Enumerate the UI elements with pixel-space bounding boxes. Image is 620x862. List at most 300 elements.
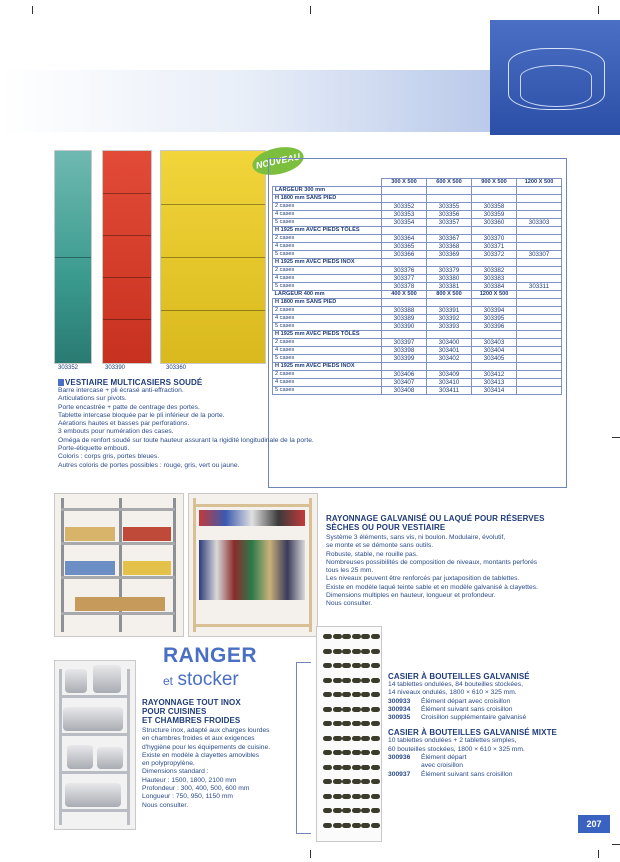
table-cell: [427, 195, 472, 203]
casier-mixte-title: CASIER À BOUTEILLES GALVANISÉ MIXTE: [388, 728, 557, 738]
bottle-rack-image: [316, 626, 382, 842]
reference-code: 300933: [388, 697, 411, 705]
bottle-icon: [371, 794, 380, 799]
bottle-icon: [361, 707, 370, 712]
bottle-icon: [361, 823, 370, 828]
reference-code: 300934: [388, 705, 411, 713]
table-cell: [517, 275, 562, 283]
table-header-row: [273, 179, 562, 187]
crop-mark: [310, 850, 311, 858]
bottle-icon: [333, 649, 342, 654]
table-row: [273, 323, 562, 331]
bottle-icon: [371, 823, 380, 828]
image-ref-3: 303360: [166, 365, 187, 371]
image-ref-2: 303390: [105, 365, 126, 371]
table-cell: 303368: [427, 243, 472, 251]
text-line: Dimensions standard :: [142, 768, 209, 776]
bottle-icon: [333, 634, 342, 639]
table-cell: [382, 299, 427, 307]
text-line: Aérations hautes et basses par perforations.: [58, 420, 190, 428]
table-row: [273, 267, 562, 275]
table-cell: 303380: [427, 275, 472, 283]
table-cell: [427, 331, 472, 339]
inox-title-line-3: ET CHAMBRES FROIDES: [142, 716, 241, 725]
table-row-label: 2 cases: [273, 235, 382, 243]
bottle-icon: [361, 765, 370, 770]
bottle-icon: [333, 692, 342, 697]
bottle-icon: [371, 649, 380, 654]
rack-shelf: [323, 633, 379, 641]
table-cell: 303391: [427, 307, 472, 315]
table-cell: 303401: [427, 347, 472, 355]
table-row-label: 4 cases: [273, 347, 382, 355]
table-row-label: 5 cases: [273, 323, 382, 331]
bottle-icon: [323, 750, 332, 755]
table-row: [273, 363, 562, 371]
table-cell: 303411: [427, 387, 472, 395]
table-cell: [517, 211, 562, 219]
rack-shelf: [323, 706, 379, 714]
nouveau-badge: NOUVEAU: [250, 143, 306, 179]
rack-shelf: [323, 735, 379, 743]
text-line: Hauteur : 1500, 1800, 2100 mm: [142, 776, 237, 784]
table-cell: [517, 187, 562, 195]
table-cell: [517, 355, 562, 363]
bottle-icon: [371, 634, 380, 639]
table-cell: 303379: [427, 267, 472, 275]
casier-description: [388, 672, 578, 779]
bottle-icon: [361, 750, 370, 755]
bottle-icon: [323, 634, 332, 639]
rayonnage-text: [326, 534, 596, 609]
text-line: Barre intercase + pli écrasé anti-effraction.: [58, 387, 184, 394]
table-row: [273, 219, 562, 227]
table-cell: 303370: [472, 235, 517, 243]
table-cell: [517, 299, 562, 307]
bottle-icon: [371, 808, 380, 813]
text-line: se monte et se démonte sans outils.: [326, 542, 434, 550]
table-row: [273, 331, 562, 339]
reference-row: [388, 762, 578, 770]
bottle-icon: [342, 750, 351, 755]
text-line: 60 bouteilles stockées, 1800 × 610 × 325 mm.: [388, 745, 525, 753]
table-cell: [517, 267, 562, 275]
table-row-label: 4 cases: [273, 243, 382, 251]
table-cell: 303402: [427, 355, 472, 363]
casier-title: CASIER À BOUTEILLES GALVANISÉ: [388, 672, 530, 681]
bottle-icon: [361, 678, 370, 683]
text-line: Dimensions multiples en hauteur, longueur et profondeur.: [326, 592, 496, 600]
table-cell: [517, 259, 562, 267]
inox-description: [142, 698, 292, 810]
table-cell: [517, 203, 562, 211]
table-cell: 303392: [427, 315, 472, 323]
table-row: [273, 339, 562, 347]
table-cell: 303395: [472, 315, 517, 323]
text-line: Coloris : corps gris, portes bleues.: [58, 453, 160, 461]
bottle-icon: [323, 808, 332, 813]
bottle-icon: [352, 779, 361, 784]
table-cell: [517, 291, 562, 299]
table-cell: 303371: [472, 243, 517, 251]
bottle-icon: [342, 765, 351, 770]
rack-shelf: [323, 720, 379, 728]
rack-shelf: [323, 822, 379, 830]
bottle-icon: [323, 692, 332, 697]
table-cell: 303358: [472, 203, 517, 211]
table-cell: 303414: [472, 387, 517, 395]
text-line: 14 tablettes ondulées, 84 bouteilles stockées,: [388, 681, 523, 688]
casier-refs: [388, 698, 578, 723]
bottle-icon: [371, 736, 380, 741]
reference-description: Élément départ: [421, 754, 467, 762]
table-header-cell: 600 X 500: [427, 179, 472, 187]
bottle-icon: [361, 794, 370, 799]
table-row-label: LARGEUR 300 mm: [273, 187, 382, 195]
bottle-icon: [352, 649, 361, 654]
bottle-icon: [342, 823, 351, 828]
table-cell: 303303: [517, 219, 562, 227]
table-cell: 303364: [382, 235, 427, 243]
table-row-label: H 1925 mm AVEC PIEDS TÔLÉS: [273, 331, 382, 339]
table-cell: 303409: [427, 371, 472, 379]
bottle-icon: [342, 721, 351, 726]
table-row-label: 5 cases: [273, 219, 382, 227]
table-cell: [517, 307, 562, 315]
bottle-icon: [352, 663, 361, 668]
table-cell: [382, 259, 427, 267]
bottle-icon: [361, 649, 370, 654]
table-cell: [517, 195, 562, 203]
table-cell: 303365: [382, 243, 427, 251]
table-cell: 303356: [427, 211, 472, 219]
reference-code: 300937: [388, 770, 411, 778]
reference-code: 300936: [388, 754, 411, 762]
rayonnage-description: [326, 514, 596, 609]
bottle-icon: [323, 721, 332, 726]
rack-shelf: [323, 764, 379, 772]
table-cell: 303400: [427, 339, 472, 347]
table-cell: [382, 227, 427, 235]
inox-title-line-1: RAYONNAGE TOUT INOX: [142, 698, 241, 707]
casier-mixte-refs: [388, 754, 578, 779]
bottle-icon: [333, 663, 342, 668]
table-cell: 400 X 500: [382, 291, 427, 299]
text-line: Porte encastrée + patte de centrage des portes.: [58, 403, 200, 411]
text-line: Nombreuses possibilités de composition de niveaux, montants perforés: [326, 558, 538, 566]
bottle-icon: [352, 736, 361, 741]
table-row-label: 2 cases: [273, 203, 382, 211]
bottle-icon: [323, 794, 332, 799]
table-cell: 303398: [382, 347, 427, 355]
text-line: Profondeur : 300, 400, 500, 600 mm: [142, 785, 250, 793]
bottle-icon: [323, 663, 332, 668]
bottle-icon: [371, 678, 380, 683]
locker-reference-table: [272, 178, 562, 395]
table-cell: [517, 331, 562, 339]
bottle-icon: [323, 779, 332, 784]
rack-shelf: [323, 677, 379, 685]
table-cell: [517, 235, 562, 243]
inox-text: [142, 727, 292, 810]
table-cell: 303407: [382, 379, 427, 387]
bottle-icon: [333, 736, 342, 741]
reference-row: [388, 698, 578, 706]
bottle-icon: [342, 808, 351, 813]
bottle-icon: [342, 634, 351, 639]
rayonnage-title-line-2: SÈCHES OU POUR VESTIAIRE: [326, 523, 446, 532]
reference-description: Croisillon supplémentaire galvanisé: [421, 714, 527, 722]
table-cell: 303307: [517, 251, 562, 259]
bottle-icon: [352, 750, 361, 755]
bottle-icon: [333, 794, 342, 799]
bottle-icon: [333, 765, 342, 770]
table-cell: [517, 379, 562, 387]
bottle-icon: [333, 750, 342, 755]
bottle-icon: [371, 707, 380, 712]
table-cell: 303360: [472, 219, 517, 227]
table-cell: [427, 259, 472, 267]
text-line: Articulations sur pivots.: [58, 395, 127, 403]
table-cell: 1200 X 500: [472, 291, 517, 299]
stocker-line: et stocker: [163, 669, 239, 690]
bottle-icon: [371, 779, 380, 784]
table-row-label: 2 cases: [273, 307, 382, 315]
table-cell: [517, 387, 562, 395]
table-cell: [427, 227, 472, 235]
table-cell: [472, 259, 517, 267]
rayonnage-title-line-1: RAYONNAGE GALVANISÉ OU LAQUÉ POUR RÉSERVES: [326, 514, 545, 523]
text-line: 10 tablettes ondulées + 2 tablettes simples,: [388, 737, 517, 745]
bottle-icon: [342, 649, 351, 654]
text-line: en chambres froides et aux exigences: [142, 735, 255, 743]
bottle-icon: [361, 736, 370, 741]
inox-title-line-2: POUR CUISINES: [142, 707, 207, 716]
table-cell: 303354: [382, 219, 427, 227]
locker-image-red: [102, 150, 152, 364]
table-cell: [427, 363, 472, 371]
table-cell: [517, 227, 562, 235]
table-cell: 303388: [382, 307, 427, 315]
table-cell: 303367: [427, 235, 472, 243]
bottle-icon: [323, 649, 332, 654]
bottle-icon: [352, 634, 361, 639]
bottle-icon: [342, 779, 351, 784]
rack-shelf: [323, 648, 379, 656]
bottle-icon: [333, 678, 342, 683]
table-cell: 303359: [472, 211, 517, 219]
table-cell: [517, 339, 562, 347]
reference-row: [388, 754, 578, 762]
table-row: [273, 227, 562, 235]
table-row-label: 4 cases: [273, 211, 382, 219]
table-cell: [517, 315, 562, 323]
table-cell: 303383: [472, 275, 517, 283]
bottle-icon: [323, 707, 332, 712]
bottle-icon: [352, 707, 361, 712]
text-line: Système 3 éléments, sans vis, ni boulon. Modulaire, évolutif,: [326, 534, 506, 541]
table-row: [273, 259, 562, 267]
table-row-label: 5 cases: [273, 387, 382, 395]
table-row-label: H 1800 mm SANS PIED: [273, 299, 382, 307]
bottle-icon: [361, 692, 370, 697]
table-row: [273, 355, 562, 363]
table-row-label: 5 cases: [273, 251, 382, 259]
bottle-icon: [342, 663, 351, 668]
table-cell: 303396: [472, 323, 517, 331]
bottle-icon: [371, 750, 380, 755]
bottle-icon: [361, 779, 370, 784]
table-cell: [472, 331, 517, 339]
text-line: Nous consulter.: [142, 801, 189, 809]
table-cell: 303369: [427, 251, 472, 259]
rack-shelf: [323, 807, 379, 815]
table-cell: [427, 187, 472, 195]
table-row-label: H 1800 mm SANS PIED: [273, 195, 382, 203]
bottle-icon: [352, 823, 361, 828]
text-line: Existe en modèle à clayettes amovibles: [142, 751, 260, 759]
table-cell: 303413: [472, 379, 517, 387]
table-row: [273, 203, 562, 211]
table-cell: 303408: [382, 387, 427, 395]
text-line: tous les 25 mm.: [326, 567, 374, 575]
reference-row: [388, 771, 578, 779]
table-row: [273, 187, 562, 195]
bottle-icon: [352, 765, 361, 770]
table-cell: 303353: [382, 211, 427, 219]
table-row-label: 5 cases: [273, 355, 382, 363]
table-cell: 303384: [472, 283, 517, 291]
table-row: [273, 299, 562, 307]
text-line: Tablette intercase bloquée par le pli inférieur de la porte.: [58, 411, 225, 419]
shelving-image-wardrobe: [188, 493, 318, 637]
table-row: [273, 307, 562, 315]
text-line: Nous consulter.: [326, 600, 373, 608]
table-row-label: 2 cases: [273, 267, 382, 275]
bottle-icon: [323, 823, 332, 828]
locker-title: VESTIAIRE MULTICASIERS SOUDÉ: [58, 378, 358, 387]
reference-description: Élément suivant sans croisillon: [421, 770, 513, 778]
header-tile-basket-image: [490, 20, 620, 135]
table-row-label: LARGEUR 400 mm: [273, 291, 382, 299]
bottle-icon: [323, 736, 332, 741]
text-line: Porte-étiquette embouti.: [58, 445, 130, 453]
rack-shelf: [323, 778, 379, 786]
reference-row: [388, 706, 578, 714]
locker-image-yellow: [160, 150, 266, 364]
table-cell: 303403: [472, 339, 517, 347]
table-row: [273, 211, 562, 219]
table-cell: [472, 227, 517, 235]
locker-description: [58, 378, 358, 470]
table-cell: 303382: [472, 267, 517, 275]
table-cell: 303412: [472, 371, 517, 379]
text-line: Existe en modèle laqué teinte sable et en modèle galvanisé à clayettes.: [326, 583, 538, 591]
bottle-icon: [371, 721, 380, 726]
text-line: Oméga de renfort soudé sur toute hauteur assurant la rigidité longitudinale de la porte.: [58, 436, 314, 444]
table-header-cell: 900 X 500: [472, 179, 517, 187]
table-cell: [427, 299, 472, 307]
table-cell: 800 X 500: [427, 291, 472, 299]
casier-text: [388, 681, 578, 698]
bottle-icon: [342, 736, 351, 741]
text-line: en polypropylène.: [142, 760, 195, 768]
bottle-icon: [342, 678, 351, 683]
table-cell: [472, 195, 517, 203]
reference-description: Élément départ avec croisillon: [421, 697, 511, 705]
bottle-icon: [333, 707, 342, 712]
table-row-label: H 1925 mm AVEC PIEDS INOX: [273, 259, 382, 267]
reference-description: Élément suivant sans croisillon: [421, 705, 513, 713]
crop-mark: [612, 844, 620, 845]
crop-mark: [598, 850, 599, 858]
locker-text: [58, 387, 358, 470]
shelving-image-stock: [54, 493, 184, 637]
table-cell: 303355: [427, 203, 472, 211]
rack-shelf: [323, 691, 379, 699]
text-line: Les niveaux peuvent être renforcés par juxtaposition de tablettes.: [326, 575, 520, 583]
table-row-label: 2 cases: [273, 339, 382, 347]
bottle-icon: [371, 692, 380, 697]
bottle-icon: [333, 721, 342, 726]
rack-shelf: [323, 662, 379, 670]
table-cell: [382, 331, 427, 339]
table-row-label: H 1925 mm AVEC PIEDS INOX: [273, 363, 382, 371]
bottle-icon: [352, 808, 361, 813]
table-cell: 303406: [382, 371, 427, 379]
rack-shelf: [323, 749, 379, 757]
text-line: d'hygiène pour les équipements de cuisine.: [142, 743, 271, 751]
table-row: [273, 291, 562, 299]
text-line: Robuste, stable, ne rouille pas.: [326, 550, 418, 558]
table-cell: [472, 299, 517, 307]
table-cell: [517, 243, 562, 251]
bottle-icon: [361, 634, 370, 639]
table-row-label: 2 cases: [273, 371, 382, 379]
bottle-icon: [333, 823, 342, 828]
table-cell: 303352: [382, 203, 427, 211]
bottle-icon: [323, 678, 332, 683]
bottle-icon: [342, 692, 351, 697]
ranger-word: RANGER: [163, 644, 258, 667]
table-header-corner: [273, 179, 382, 187]
table-cell: [472, 187, 517, 195]
bottle-icon: [361, 808, 370, 813]
table-cell: 303378: [382, 283, 427, 291]
bottle-icon: [342, 707, 351, 712]
table-row-label: 4 cases: [273, 315, 382, 323]
bottle-icon: [371, 765, 380, 770]
reference-description: avec croisillon: [421, 762, 463, 770]
casier-mixte-text: [388, 737, 578, 754]
table-cell: [517, 323, 562, 331]
bottle-icon: [333, 808, 342, 813]
table-header-cell: 300 X 500: [382, 179, 427, 187]
image-ref-1: 303352: [58, 365, 79, 371]
table-cell: [517, 371, 562, 379]
crop-mark: [32, 6, 33, 14]
ranger-stocker-logo: [151, 644, 269, 692]
text-line: Autres coloris de portes possibles : rouge, gris, vert ou jaune.: [58, 461, 240, 469]
crop-mark: [598, 6, 599, 14]
table-cell: 303404: [472, 347, 517, 355]
crop-mark: [612, 437, 620, 438]
table-cell: [382, 195, 427, 203]
text-line: 3 embouts pour numération des cases.: [58, 428, 174, 436]
table-header-cell: 1200 X 500: [517, 179, 562, 187]
inox-shelving-image: [54, 660, 136, 830]
table-cell: 303366: [382, 251, 427, 259]
